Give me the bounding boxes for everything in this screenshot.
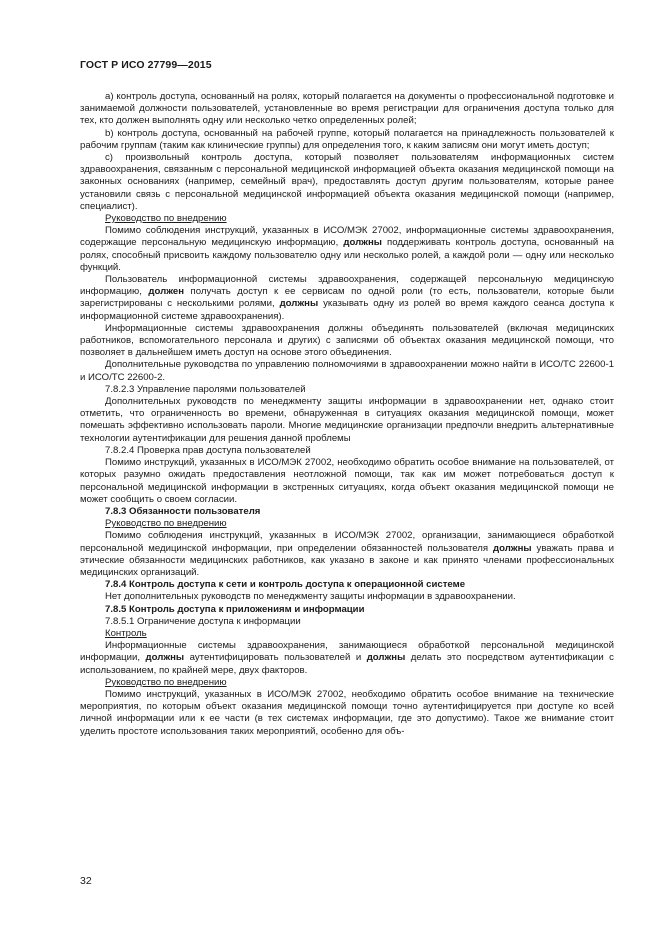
paragraph: [80, 225, 614, 274]
text-run: Пользователь информационной системы здравоохранения, содержащей персональную медицинскую информацию,: [80, 274, 614, 298]
subsection-label: [80, 628, 614, 640]
section-heading: [80, 579, 614, 591]
paragraph: [80, 457, 614, 506]
text-run: 7.8.5.1 Ограничение доступа к информации: [105, 615, 301, 627]
text-run: 7.8.5 Контроль доступа к приложениям и информации: [105, 603, 365, 615]
paragraph: [80, 128, 614, 152]
subsection-label: [80, 677, 614, 689]
text-run: Нет дополнительных руководств по менеджменту защиты информации в здравоохранении.: [105, 591, 516, 603]
text-run: указывать одну из ролей во время каждого сеанса доступа к информационной системе здравоохранения).: [80, 298, 614, 322]
text-run: Помимо инструкций, указанных в ИСО/МЭК 27002, необходимо обратить особое внимание на пользователей, от которых разумно ожидать предоставления неотложной помощи, так как им может потребоваться доступ к персональной медицинской информации в экстренных ситуациях, когда объект оказания медицинской помощи не может сообщить о своем согласии.: [80, 457, 614, 505]
text-run: 7.8.3 Обязанности пользователя: [105, 505, 261, 517]
paragraph: [80, 323, 614, 360]
text-run: аутентифицировать пользователей и: [184, 652, 367, 664]
paragraph: [80, 359, 614, 383]
text-run: Помимо соблюдения инструкций, указанных в ИСО/МЭК 27002, информационные системы здравоохранения, содержащие персональную медицинскую информацию,: [80, 225, 614, 249]
subsection-label: [80, 213, 614, 225]
section-heading: [80, 506, 614, 518]
text-run: b) контроль доступа, основанный на рабочей группе, который полагается на принадлежность пользователей к рабочим группам (таким как клинические группы) для определения того, к каким записям они могут иметь доступ;: [80, 127, 614, 151]
paragraph: [80, 616, 614, 628]
emphasis-text: должен: [148, 286, 185, 298]
text-run: Помимо инструкций, указанных в ИСО/МЭК 27002, необходимо обратить особое внимание на технические мероприятия, по которым объект оказания медицинской помощи точно аутентифицируется при доступе ко всей личной информации или к ее части (в тех системах информации, где это допустимо). Такое же внимание стоит уделить простоте использования таких мероприятий, особенно для объ-: [80, 688, 614, 737]
document-header: ГОСТ Р ИСО 27799—2015: [80, 59, 212, 71]
section-heading: [80, 604, 614, 616]
text-run: Дополнительных руководств по менеджменту защиты информации в здравоохранении нет, однако стоит отметить, что ограниченность во времени, обнаруженная в ситуациях оказания медицинской помощи, может помешать эффективно использовать пароли. Многие медицинские организации предпочли внедрить альтернативные технологии аутентификации для решения данной проблемы: [80, 396, 614, 444]
paragraph: [80, 640, 614, 677]
text-run: Помимо соблюдения инструкций, указанных в ИСО/МЭК 27002, организации, занимающиеся обработкой персональной медицинской информации, при определении обязанностей пользователя: [80, 530, 614, 554]
paragraph: [80, 274, 614, 323]
text-run: Руководство по внедрению: [105, 518, 227, 530]
text-run: получать доступ к ее сервисам по одной роли (то есть, пользователи, которые были зарегистрированы с несколькими ролями,: [80, 286, 614, 310]
emphasis-text: должны: [366, 652, 406, 664]
text-run: 7.8.2.3 Управление паролями пользователей: [105, 383, 306, 395]
document-body: [80, 91, 614, 738]
text-run: 7.8.4 Контроль доступа к сети и контроль доступа к операционной системе: [105, 579, 466, 591]
emphasis-text: должны: [492, 542, 532, 554]
paragraph: [80, 530, 614, 579]
text-run: Информационные системы здравоохранения, занимающиеся обработкой персональной медицинской информации,: [80, 640, 614, 664]
text-run: c) произвольный контроль доступа, который позволяет пользователям информационных систем здравоохранения, связанным с персональной медицинской информацией объекта оказания медицинской помощи на законных основаниях (например, семейный врач), предоставлять доступ другим пользователям, которые ранее установили связь с персональной медицинской информацией объекта оказания медицинской помощи (например, специалист).: [80, 152, 614, 212]
paragraph: [80, 91, 614, 128]
text-run: Контроль: [105, 627, 147, 639]
paragraph: [80, 689, 614, 738]
text-run: Информационные системы здравоохранения должны объединять пользователей (включая медицинских работников, вспомогательного персонала и других) с записями об объектах оказания медицинской помощи, что позволяет в дальнейшем иметь доступ на основе этого объединения.: [80, 322, 614, 359]
text-run: уважать права и этические обязанности медицинских работников, как указано в законе и как принято членами профессиональных медицинских организаций.: [80, 542, 614, 578]
paragraph: [80, 384, 614, 396]
subsection-label: [80, 518, 614, 530]
page-number: 32: [80, 875, 92, 887]
text-run: Руководство по внедрению: [105, 676, 227, 688]
paragraph: [80, 152, 614, 213]
text-run: a) контроль доступа, основанный на ролях, который полагается на документы о профессиональной подготовке и занимаемой должности пользователей, установленные во время регистрации для ограничения доступа только для тех, кто должен выполнять одну или несколько четко определенных ролей;: [80, 91, 614, 127]
paragraph: [80, 396, 614, 445]
paragraph: [80, 591, 614, 603]
text-run: делать это посредством аутентификации с использованием, по крайней мере, двух факторов.: [80, 652, 614, 676]
text-run: 7.8.2.4 Проверка прав доступа пользователей: [105, 444, 311, 456]
emphasis-text: должны: [279, 298, 319, 310]
emphasis-text: должны: [343, 237, 382, 249]
text-run: Дополнительные руководства по управлению полномочиями в здравоохранении можно найти в ИСО/ТС 22600-1 и ИСО/ТС 22600-2.: [80, 359, 614, 383]
emphasis-text: должны: [145, 652, 185, 664]
text-run: поддерживать контроль доступа, основанный на ролях, способный присвоить каждому пользователю одну или несколько ролей, а каждой роли — одну или несколько функций.: [80, 237, 614, 273]
text-run: Руководство по внедрению: [105, 213, 227, 225]
paragraph: [80, 445, 614, 457]
